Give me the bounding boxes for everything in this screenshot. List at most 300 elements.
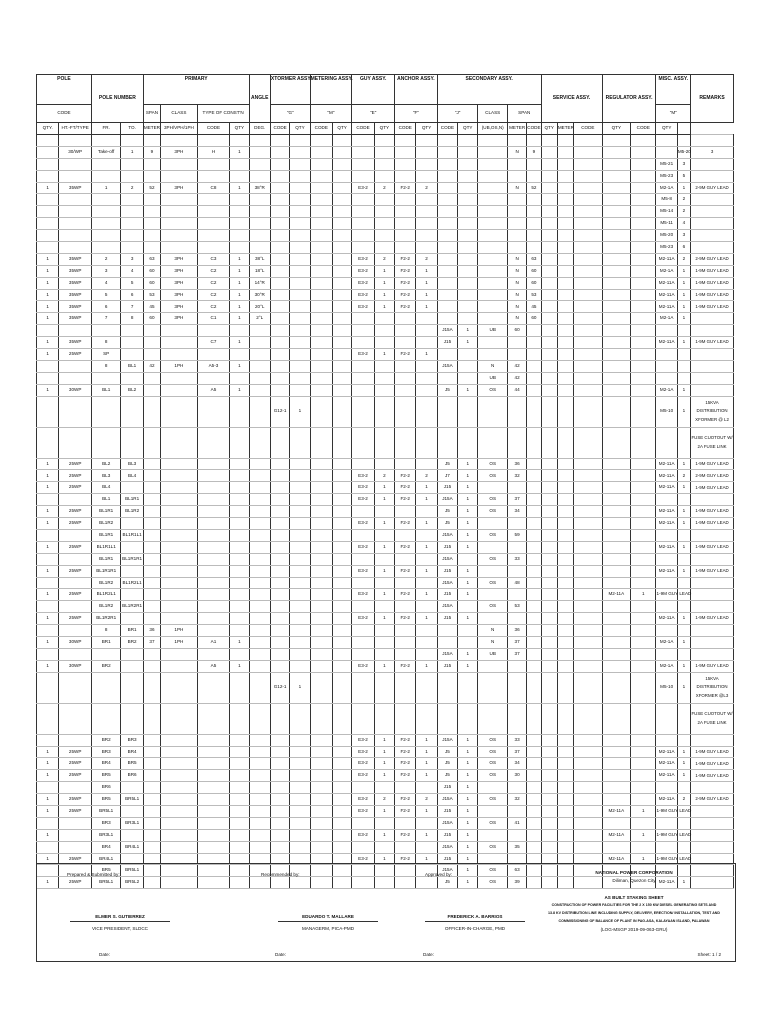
cell-metering-qty (332, 529, 351, 541)
cell-span-meter (143, 746, 160, 758)
cell-constn-code: C2 (197, 277, 230, 289)
cell-xformer-qty (290, 541, 310, 553)
cell-regulator-qty: M2-11A (602, 853, 630, 865)
cell-misc-qty: 1-9M GUY LEAD (656, 853, 677, 865)
cell-qty (37, 577, 59, 589)
cell-secondary-meter: 34 (507, 506, 526, 518)
cell-to: 2 (121, 182, 143, 194)
cell-xformer-qty (290, 829, 310, 841)
cell-constn-qty (230, 194, 249, 206)
cell-regulator-qty (602, 660, 630, 672)
cell-service-qty (541, 301, 557, 313)
cell-to: BR5L2 (121, 877, 143, 889)
cell-service-code (527, 794, 541, 806)
approved-caption: Approved by: (425, 872, 453, 877)
cell-anchor-code (395, 577, 416, 589)
cell-span-meter (143, 482, 160, 494)
cell-anchor-qty (416, 194, 437, 206)
cell-xformer-qty (290, 506, 310, 518)
cell-secondary-meter: N (507, 313, 526, 325)
cell-guy-qty: 1 (374, 494, 394, 506)
cell-metering-code (310, 817, 332, 829)
cell-misc-code (631, 194, 656, 206)
cell-metering-qty (332, 782, 351, 794)
description-line-2: 13.8 KV DISTRIBUTION LINE INCLUDING SUPPLY, DELIVERY, ERECTION/ INSTALLATION, TEST AND (548, 911, 720, 915)
cell-phase (161, 734, 198, 746)
cell-phase (161, 384, 198, 396)
cell-regulator-code (574, 518, 603, 530)
cell-misc-code (631, 648, 656, 660)
cell-xformer-code (270, 360, 289, 372)
table-row (37, 829, 734, 841)
cell-span-meter (143, 703, 160, 734)
description-line-3: COMMISSIONING OF BALANCE OF PLANT IN PAG-ASA, KALAYAAN ISLAND, PALAWAN (558, 919, 710, 923)
cell-xformer-qty (290, 146, 310, 158)
cell-phase (161, 746, 198, 758)
cell-service-qty (541, 337, 557, 349)
recommended-signature-line (278, 921, 378, 922)
cell-angle-deg (249, 648, 270, 660)
cell-to: BL1R2 (121, 506, 143, 518)
cell-xformer-code (270, 218, 289, 230)
cell-service-meter (557, 265, 573, 277)
cell-span-meter: 52 (143, 182, 160, 194)
cell-constn-code (197, 746, 230, 758)
cell-secondary-meter: N (507, 301, 526, 313)
m2-header: "M" (656, 105, 691, 123)
table-row (37, 182, 734, 194)
cell-anchor-code: F2-2 (395, 541, 416, 553)
cell-service-qty (541, 194, 557, 206)
cell-secondary-class: OS (478, 506, 508, 518)
cell-metering-code (310, 601, 332, 613)
cell-col29: 15KVA DISTRIBUTION XFORMER @ L2 (691, 396, 734, 427)
cell-remarks: 1 (677, 384, 690, 396)
cell-secondary-code (437, 349, 457, 361)
cell-anchor-code (395, 360, 416, 372)
cell-xformer-code (270, 625, 289, 637)
cell-service-qty (541, 782, 557, 794)
cell-misc-code (631, 230, 656, 242)
cell-metering-qty (332, 158, 351, 170)
cell-misc-qty: M2-11A (656, 794, 677, 806)
cell-service-code (527, 648, 541, 660)
cell-constn-qty (230, 625, 249, 637)
cell-service-qty (541, 277, 557, 289)
cell-regulator-code (574, 829, 603, 841)
cell-misc-qty: M2-11A (656, 746, 677, 758)
cell-service-meter (557, 703, 573, 734)
cell-metering-code (310, 506, 332, 518)
cell-misc-code: 1 (631, 805, 656, 817)
cell-regulator-code (574, 301, 603, 313)
cell-to: 8 (121, 313, 143, 325)
cell-anchor-qty (416, 672, 437, 703)
cell-regulator-code (574, 194, 603, 206)
cell-col29: 1-9M GUY LEAD (691, 265, 734, 277)
cell-phase: 3PH (161, 265, 198, 277)
cell-misc-qty: M5-11 (656, 218, 677, 230)
cell-constn-qty (230, 206, 249, 218)
cell-col29: FUSE CUOTOUT W/ 2A FUSE LINK (691, 703, 734, 734)
cell-constn-code: C8 (197, 182, 230, 194)
cell-remarks: 1 (677, 396, 690, 427)
cell-xformer-qty (290, 301, 310, 313)
cell-qty (37, 158, 59, 170)
cell-col29: FUSE CUOTOUT W/ 2A FUSE LINK (691, 427, 734, 458)
cell-xformer-qty (290, 529, 310, 541)
table-row (37, 625, 734, 637)
cell-phase (161, 541, 198, 553)
cell-secondary-class (478, 313, 508, 325)
cell-misc-code (631, 396, 656, 427)
cell-misc-code (631, 782, 656, 794)
anchor-code-col-header: CODE (395, 123, 416, 135)
cell-misc-code (631, 360, 656, 372)
table-row (37, 360, 734, 372)
cell-service-meter (557, 135, 573, 147)
cell-secondary-class (478, 146, 508, 158)
cell-constn-qty (230, 372, 249, 384)
cell-service-code (527, 636, 541, 648)
cell-guy-qty: 1 (374, 589, 394, 601)
cell-service-qty (541, 384, 557, 396)
cell-misc-qty: M2-11A (656, 253, 677, 265)
cell-ht-ft-type (59, 158, 92, 170)
cell-from: BL1R2 (91, 518, 121, 530)
cell-service-code (527, 230, 541, 242)
cell-misc-code (631, 337, 656, 349)
cell-service-code (527, 734, 541, 746)
cell-ht-ft-type: 25WP (59, 458, 92, 470)
cell-service-qty (541, 758, 557, 770)
cell-to: BR5L1 (121, 865, 143, 877)
cell-xformer-qty (290, 230, 310, 242)
cell-regulator-qty (602, 337, 630, 349)
cell-metering-code (310, 553, 332, 565)
cell-xformer-code (270, 494, 289, 506)
cell-ht-ft-type (59, 648, 92, 660)
cell-service-code (527, 541, 541, 553)
cell-anchor-code (395, 427, 416, 458)
cell-xformer-qty (290, 242, 310, 254)
cell-misc-code (631, 770, 656, 782)
cell-anchor-code (395, 625, 416, 637)
fr-col-header: FR. (91, 123, 121, 135)
cell-service-qty (541, 703, 557, 734)
cell-anchor-code (395, 146, 416, 158)
cell-service-code (527, 805, 541, 817)
code-header: CODE (37, 105, 92, 123)
cell-from: BR5L1 (91, 805, 121, 817)
cell-qty: 1 (37, 301, 59, 313)
cell-constn-qty (230, 506, 249, 518)
cell-secondary-class (478, 482, 508, 494)
cell-col29: 2-9M GUY LEAD (691, 182, 734, 194)
cell-metering-code (310, 829, 332, 841)
cell-xformer-qty (290, 313, 310, 325)
cell-service-meter (557, 770, 573, 782)
cell-secondary-qty (458, 146, 478, 158)
cell-anchor-code (395, 384, 416, 396)
cell-constn-code (197, 494, 230, 506)
cell-misc-code (631, 565, 656, 577)
cell-col29 (691, 218, 734, 230)
cell-guy-qty (374, 672, 394, 703)
cell-metering-qty (332, 577, 351, 589)
cell-angle-deg (249, 565, 270, 577)
cell-span-meter: 63 (143, 253, 160, 265)
cell-to (121, 829, 143, 841)
cell-misc-code (631, 625, 656, 637)
cell-xformer-qty (290, 518, 310, 530)
cell-to: BL4 (121, 470, 143, 482)
cell-guy-qty (374, 636, 394, 648)
cell-ht-ft-type (59, 325, 92, 337)
cell-xformer-code (270, 337, 289, 349)
org-name: NATIONAL POWER CORPORATION (595, 870, 673, 875)
cell-phase (161, 482, 198, 494)
pole-number-header: POLE NUMBER (91, 75, 143, 123)
cell-service-meter (557, 589, 573, 601)
cell-remarks (677, 529, 690, 541)
cell-constn-qty (230, 541, 249, 553)
cell-constn-qty (230, 794, 249, 806)
cell-phase: 3PH (161, 289, 198, 301)
cell-remarks: 5 (677, 170, 690, 182)
j-header: "J" (437, 105, 478, 123)
cell-secondary-code (437, 158, 457, 170)
cell-metering-code (310, 265, 332, 277)
cell-secondary-code: J15 (437, 337, 457, 349)
cell-constn-qty (230, 325, 249, 337)
cell-xformer-code (270, 146, 289, 158)
cell-to: BL1R1 (121, 494, 143, 506)
cell-service-code (527, 518, 541, 530)
cell-angle-deg (249, 218, 270, 230)
cell-col29: 1-9M GUY LEAD (691, 301, 734, 313)
cell-secondary-class: N (478, 625, 508, 637)
cell-angle-deg (249, 360, 270, 372)
cell-from (91, 170, 121, 182)
cell-ht-ft-type: 25WP (59, 470, 92, 482)
prepared-section (37, 864, 203, 961)
cell-guy-qty: 1 (374, 734, 394, 746)
cell-angle-deg (249, 396, 270, 427)
cell-secondary-meter (507, 170, 526, 182)
cell-constn-code (197, 625, 230, 637)
cell-secondary-meter: 60 (507, 325, 526, 337)
cell-metering-qty (332, 805, 351, 817)
cell-constn-qty (230, 458, 249, 470)
cell-service-code (527, 841, 541, 853)
cell-from: BR5L1 (91, 877, 121, 889)
cell-qty: 1 (37, 805, 59, 817)
cell-secondary-code: J15A (437, 817, 457, 829)
cell-constn-qty (230, 135, 249, 147)
cell-constn-qty: 1 (230, 146, 249, 158)
cell-anchor-qty (416, 506, 437, 518)
cell-service-meter (557, 170, 573, 182)
cell-constn-qty (230, 770, 249, 782)
cell-secondary-code: J5 (437, 518, 457, 530)
cell-metering-qty (332, 746, 351, 758)
cell-phase (161, 529, 198, 541)
cell-constn-qty (230, 230, 249, 242)
cell-secondary-code (437, 636, 457, 648)
cell-secondary-qty: 1 (458, 853, 478, 865)
cell-secondary-code: J15 (437, 805, 457, 817)
cell-regulator-qty (602, 494, 630, 506)
metering-code-col-header: CODE (310, 123, 332, 135)
cell-metering-code (310, 636, 332, 648)
cell-col29 (691, 829, 734, 841)
cell-service-code (527, 553, 541, 565)
cell-regulator-code (574, 277, 603, 289)
cell-remarks (677, 325, 690, 337)
cell-angle-deg: 38°L (249, 253, 270, 265)
cell-service-code (527, 758, 541, 770)
recommended-name: EDUARDO T. MALLARE (302, 914, 354, 919)
cell-anchor-qty (416, 817, 437, 829)
cell-constn-code (197, 135, 230, 147)
table-row (37, 337, 734, 349)
cell-to (121, 660, 143, 672)
cell-metering-qty (332, 625, 351, 637)
cell-to (121, 589, 143, 601)
cell-secondary-code (437, 289, 457, 301)
cell-secondary-code: J15A (437, 865, 457, 877)
cell-from (91, 194, 121, 206)
cell-metering-qty (332, 660, 351, 672)
cell-regulator-code (574, 746, 603, 758)
cell-secondary-qty (458, 265, 478, 277)
cell-anchor-code: F2-2 (395, 289, 416, 301)
cell-service-qty (541, 506, 557, 518)
cell-metering-code (310, 372, 332, 384)
cell-misc-code (631, 518, 656, 530)
cell-secondary-qty: 1 (458, 482, 478, 494)
cell-angle-deg (249, 506, 270, 518)
cell-constn-code (197, 841, 230, 853)
cell-secondary-qty (458, 135, 478, 147)
cell-secondary-code: J5 (437, 746, 457, 758)
cell-secondary-code: J15 (437, 613, 457, 625)
cell-guy-qty (374, 782, 394, 794)
cell-xformer-code (270, 746, 289, 758)
table-row (37, 146, 734, 158)
cell-metering-qty (332, 135, 351, 147)
cell-anchor-qty (416, 135, 437, 147)
cell-guy-code: E3-2 (352, 277, 374, 289)
cell-constn-code (197, 349, 230, 361)
cell-misc-qty (656, 841, 677, 853)
cell-regulator-code (574, 253, 603, 265)
cell-service-qty (541, 360, 557, 372)
cell-regulator-code (574, 206, 603, 218)
cell-xformer-qty (290, 135, 310, 147)
cell-qty: 1 (37, 482, 59, 494)
cell-secondary-meter: N (507, 265, 526, 277)
cell-anchor-qty: 1 (416, 541, 437, 553)
cell-angle-deg (249, 805, 270, 817)
cell-span-meter (143, 758, 160, 770)
cell-span-meter (143, 529, 160, 541)
cell-regulator-qty (602, 506, 630, 518)
cell-remarks: 1 (677, 565, 690, 577)
cell-ht-ft-type (59, 242, 92, 254)
primary-header: PRIMARY (143, 75, 249, 105)
cell-secondary-class (478, 277, 508, 289)
cell-guy-code (352, 625, 374, 637)
cell-secondary-qty (458, 158, 478, 170)
cell-xformer-code (270, 782, 289, 794)
cell-guy-code: E3-2 (352, 660, 374, 672)
cell-secondary-class (478, 660, 508, 672)
cell-service-qty (541, 565, 557, 577)
cell-remarks: M5-20 (677, 146, 690, 158)
cell-xformer-qty (290, 337, 310, 349)
cell-guy-qty: 1 (374, 301, 394, 313)
cell-guy-code: E3-2 (352, 349, 374, 361)
cell-remarks: 1 (677, 506, 690, 518)
cell-xformer-code (270, 589, 289, 601)
cell-secondary-qty: 1 (458, 782, 478, 794)
cell-from: BL2 (91, 458, 121, 470)
cell-metering-qty (332, 648, 351, 660)
cell-metering-qty (332, 734, 351, 746)
cell-secondary-qty (458, 672, 478, 703)
cell-constn-qty (230, 601, 249, 613)
cell-service-code (527, 360, 541, 372)
cell-anchor-qty (416, 313, 437, 325)
cell-to (121, 206, 143, 218)
cell-span-meter (143, 458, 160, 470)
cell-metering-qty (332, 703, 351, 734)
cell-misc-qty: M5-21 (656, 158, 677, 170)
cell-constn-qty: 1 (230, 301, 249, 313)
cell-xformer-qty (290, 601, 310, 613)
cell-metering-code (310, 734, 332, 746)
cell-ht-ft-type (59, 170, 92, 182)
cell-ht-ft-type: 35WP (59, 182, 92, 194)
cell-constn-code (197, 541, 230, 553)
cell-ht-ft-type: 25WP (59, 853, 92, 865)
table-row (37, 703, 734, 734)
cell-guy-code (352, 218, 374, 230)
cell-span-meter (143, 589, 160, 601)
cell-secondary-qty (458, 206, 478, 218)
cell-angle-deg (249, 794, 270, 806)
cell-anchor-code (395, 313, 416, 325)
cell-metering-code (310, 337, 332, 349)
cell-constn-code: C1 (197, 313, 230, 325)
cell-service-meter (557, 553, 573, 565)
cell-col29 (691, 230, 734, 242)
cell-guy-qty (374, 841, 394, 853)
cell-qty: 1 (37, 565, 59, 577)
cell-secondary-code (437, 253, 457, 265)
cell-secondary-class: UB (478, 648, 508, 660)
cell-to (121, 703, 143, 734)
cell-phase (161, 601, 198, 613)
cell-col29: 1-9M GUY LEAD (691, 482, 734, 494)
cell-metering-qty (332, 841, 351, 853)
cell-to: 7 (121, 301, 143, 313)
cell-anchor-qty: 1 (416, 758, 437, 770)
cell-misc-qty (656, 135, 677, 147)
cell-anchor-qty: 1 (416, 349, 437, 361)
